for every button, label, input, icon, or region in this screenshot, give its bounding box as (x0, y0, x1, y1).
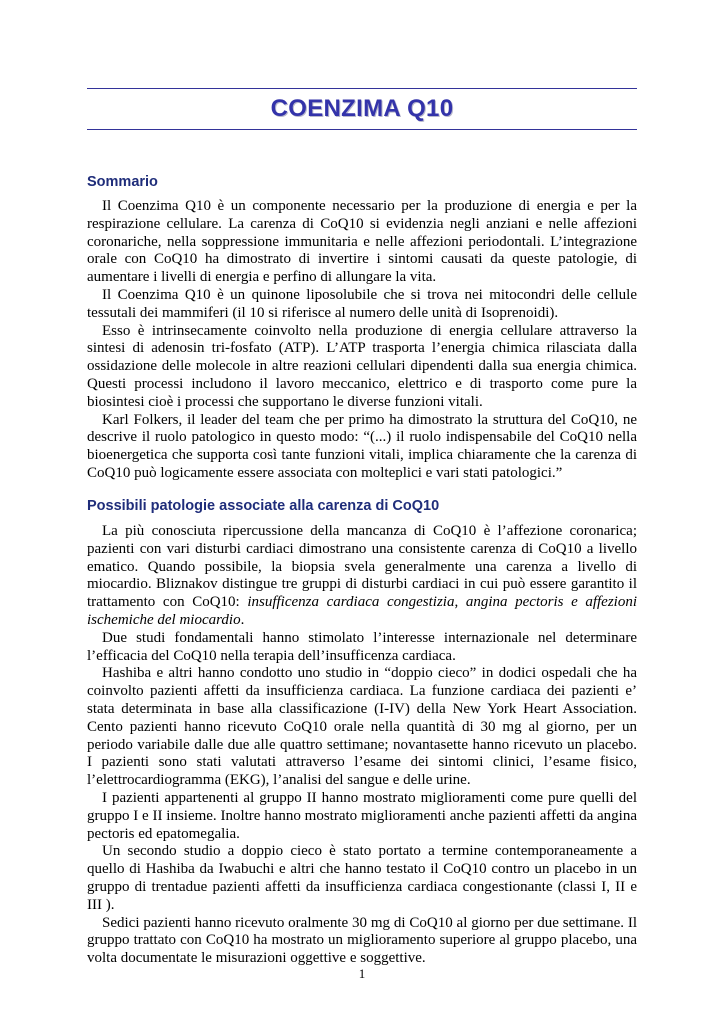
paragraph: Due studi fondamentali hanno stimolato l’interesse internazionale nel determinare l’efficacia del CoQ10 nella terapia dell’insufficenza cardiaca. (87, 629, 637, 664)
paragraph: Esso è intrinsecamente coinvolto nella produzione di energia cellulare attraverso la sintesi di adenosin tri-fosfato (ATP). L’ATP trasporta l’energia chimica rilasciata dalla ossidazione delle molecole in altre reazioni cellulari dipendenti dalla sua energia chimica. Questi processi includono il lavoro meccanico, elettrico e di trasporto come pure la biosintesi cioè i processi che supportano le diverse funzioni vitali. (87, 322, 637, 410)
page-number: 1 (358, 966, 366, 981)
paragraph-end: . (240, 611, 245, 628)
italic-term: angina pectoris e affezioni ischemiche del miocardio (87, 594, 638, 628)
paragraph: Hashiba e altri hanno condotto uno studio in “doppio cieco” in dodici ospedali che ha coinvolto pazienti affetti da insufficienza cardiaca. La funzione cardiaca dei pazienti e’ stata determinata in base alla classificazione (I-IV) della New York Heart Association. Cento pazienti hanno ricevuto CoQ10 orale nella quantità di 30 mg al giorno, per un periodo variabile dalle due alle quattro settimane; novantasette hanno ricevuto un placebo. I pazienti sono stati valutati attraverso l’esame dei sintomi clinici, l’esame fisico, l’elettrocardiogramma (EKG), l’analisi del sangue e delle urine. (87, 665, 637, 789)
title-top-rule (87, 88, 637, 89)
paragraph: Il Coenzima Q10 è un componente necessario per la produzione di energia e per la respirazione cellulare. La carenza di CoQ10 si evidenzia negli anziani e nelle affezioni coronariche, nella soppressione immunitaria e nelle affezioni periodontali. L’integrazione orale con CoQ10 ha dimostrato di invertire i sintomi causati da queste patologie, di aumentare i livelli di energia e perfino di allungare la vita. (87, 198, 637, 286)
separator-text: , (454, 594, 466, 611)
document-title: COENZIMA Q10 (270, 95, 454, 122)
italic-term: insufficenza cardiaca congestizia (247, 594, 455, 611)
title-bottom-rule (87, 129, 637, 130)
paragraph: Il Coenzima Q10 è un quinone liposolubile che si trova nei mitocondri delle cellule tessutali dei mammiferi (il 10 si riferisce al numero delle unità di Isoprenoidi). (87, 286, 637, 321)
paragraph: Un secondo studio a doppio cieco è stato portato a termine contemporaneamente a quello di Hashiba da Iwabuchi e altri che hanno testato il CoQ10 contro un placebo in un gruppo di trentadue pazienti affetti da insufficienza cardiaca congestionante (classi I, II e III ). (87, 843, 637, 913)
paragraph: Sedici pazienti hanno ricevuto oralmente 30 mg di CoQ10 al giorno per due settimane. Il gruppo trattato con CoQ10 ha mostrato un miglioramento superiore al gruppo placebo, una volta documentate le misurazioni oggettive e soggettive. (87, 914, 637, 967)
section-heading-sommario: Sommario (87, 174, 158, 190)
section-heading-patologie: Possibili patologie associate alla carenza di CoQ10 (87, 498, 440, 514)
paragraph: I pazienti appartenenti al gruppo II hanno mostrato miglioramenti come pure quelli del gruppo I e II insieme. Inoltre hanno mostrato miglioramenti anche pazienti affetti da angina pectoris ed epatomegalia. (87, 789, 637, 842)
section-body-patologie (87, 523, 637, 968)
paragraph (87, 523, 637, 630)
paragraph: Karl Folkers, il leader del team che per primo ha dimostrato la struttura del CoQ10, ne descrive il ruolo patologico in questo modo: “(...) il ruolo indispensabile del CoQ10 nella bioenergetica che supporta così tante funzioni vitali, implica chiaramente che la carenza di CoQ10 può logicamente essere associata con molteplici e vari stati patologici.” (87, 411, 637, 481)
section-body-sommario (87, 198, 637, 483)
paragraph-text: La più conosciuta ripercussione della mancanza di CoQ10 è l’affezione coronarica; pazienti con vari disturbi cardiaci dimostrano una consistente carenza di CoQ10 a livello ematico. Quando possibile, la biopsia svela generalmente una carenza a livello di miocardio. Bliznakov distingue tre gruppi di disturbi cardiaci in cui può essere garantito il trattamento con CoQ10: (87, 523, 637, 611)
